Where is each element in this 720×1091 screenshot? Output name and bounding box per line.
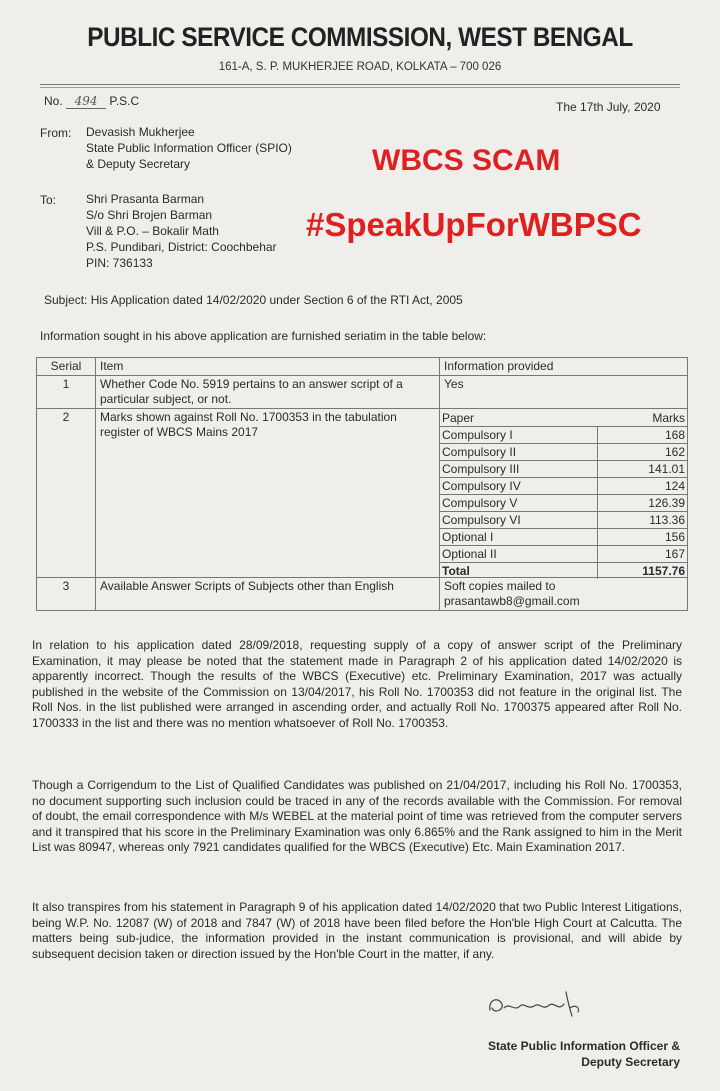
marks-value: 113.36 bbox=[598, 512, 687, 529]
table-row bbox=[37, 578, 688, 611]
row-serial: 3 bbox=[37, 578, 96, 611]
marks-table bbox=[440, 410, 687, 579]
row-item: Whether Code No. 5919 pertains to an answer script of a particular subject, or not. bbox=[96, 376, 440, 409]
marks-row bbox=[440, 478, 687, 495]
commission-title: PUBLIC SERVICE COMMISSION, WEST BENGAL bbox=[87, 22, 633, 52]
from-line: & Deputy Secretary bbox=[86, 157, 191, 171]
reference-number bbox=[44, 94, 139, 109]
ref-number: 494 bbox=[66, 94, 106, 109]
to-block bbox=[86, 191, 277, 271]
marks-value: 141.01 bbox=[598, 461, 687, 478]
body-paragraph: In relation to his application dated 28/09/2018, requesting supply of a copy of answer script of the Preliminary Examination, it may please be noted that the statement made in Paragraph 2 of his application dated 14/02/2020 is apparently incorrect. Though the results of the WBCS (Executive) etc. Preliminary Examination, 2017 was actually published in the website of the Commission on 13/04/2017, his Roll No. 1700353 did not feature in the original list. The Roll Nos. in the list published were arranged in ascending order, and actually Roll No. 1700375 appeared after Roll No. 1700333 in the list and there was no mention whatsoever of Roll No. 1700353. bbox=[32, 638, 682, 730]
marks-row bbox=[440, 546, 687, 563]
marks-header-paper: Paper bbox=[440, 410, 598, 427]
marks-value: 1157.76 bbox=[598, 563, 687, 580]
to-line: Shri Prasanta Barman bbox=[86, 192, 205, 206]
to-line: PIN: 736133 bbox=[86, 256, 153, 270]
ref-suffix: P.S.C bbox=[109, 94, 140, 108]
table-row bbox=[37, 376, 688, 409]
subject-line: Subject: His Application dated 14/02/2020 under Section 6 of the RTI Act, 2005 bbox=[44, 293, 463, 307]
information-table bbox=[36, 357, 688, 611]
marks-value: 124 bbox=[598, 478, 687, 495]
commission-address: 161-A, S. P. MUKHERJEE ROAD, KOLKATA – 700 026 bbox=[218, 61, 502, 73]
row-info bbox=[440, 409, 688, 578]
marks-header-row bbox=[440, 410, 687, 427]
marks-row bbox=[440, 427, 687, 444]
signatory-title bbox=[474, 1038, 680, 1070]
marks-value: 168 bbox=[598, 427, 687, 444]
marks-value: 162 bbox=[598, 444, 687, 461]
marks-paper: Optional II bbox=[440, 546, 598, 563]
marks-paper: Compulsory I bbox=[440, 427, 598, 444]
to-line: S/o Shri Brojen Barman bbox=[86, 208, 213, 222]
signatory-line: Deputy Secretary bbox=[581, 1055, 680, 1069]
header-info: Information provided bbox=[440, 358, 688, 376]
marks-row bbox=[440, 444, 687, 461]
marks-value: 167 bbox=[598, 546, 687, 563]
marks-row bbox=[440, 495, 687, 512]
marks-row bbox=[440, 529, 687, 546]
marks-row bbox=[440, 512, 687, 529]
table-row bbox=[37, 409, 688, 578]
marks-paper: Compulsory IV bbox=[440, 478, 598, 495]
marks-header-marks: Marks bbox=[598, 410, 687, 427]
table-header-row bbox=[37, 358, 688, 376]
overlay-hashtag: #SpeakUpForWBPSC bbox=[306, 206, 642, 243]
ref-prefix: No. bbox=[44, 94, 63, 108]
body-paragraph: It also transpires from his statement in Paragraph 9 of his application dated 14/02/2020 that two Public Interest Litigations, being W.P. No. 12087 (W) of 2018 and 7847 (W) of 2018 have been filed before the Hon'ble High Court at Calcutta. The matters being sub-judice, the information provided in the instant communication is provisional, and will abide by subsequent decision taken or direction issued by the Hon'ble Court in the matter, if any. bbox=[32, 900, 682, 961]
marks-paper: Compulsory III bbox=[440, 461, 598, 478]
marks-value: 126.39 bbox=[598, 495, 687, 512]
row-info: Yes bbox=[440, 376, 688, 409]
marks-paper: Total bbox=[442, 564, 470, 578]
row-info: Soft copies mailed to prasantawb8@gmail.com bbox=[440, 578, 688, 611]
row-serial: 1 bbox=[37, 376, 96, 409]
header-item: Item bbox=[96, 358, 440, 376]
marks-paper: Compulsory VI bbox=[440, 512, 598, 529]
to-line: Vill & P.O. – Bokalir Math bbox=[86, 224, 219, 238]
row-item: Available Answer Scripts of Subjects other than English bbox=[96, 578, 440, 611]
overlay-wbcs-scam: WBCS SCAM bbox=[372, 144, 561, 177]
header-rule bbox=[40, 84, 680, 88]
letter-date: The 17th July, 2020 bbox=[556, 100, 661, 114]
from-line: Devasish Mukherjee bbox=[86, 125, 195, 139]
body-paragraph: Though a Corrigendum to the List of Qualified Candidates was published on 21/04/2017, including his Roll No. 1700353, no document supporting such inclusion could be traced in any of the records available with the Commission. For removal of doubt, the email correspondence with M/s WEBEL at the material point of time was retrieved from the computer servers and it transpired that his score in the Preliminary Examination was only 6.865% and the Rank assigned to him in the Merit List was 80947, whereas only 7921 candidates qualified for the WBCS (Executive) Etc. Main Examination 2017. bbox=[32, 778, 682, 854]
row-serial: 2 bbox=[37, 409, 96, 578]
to-label: To: bbox=[40, 193, 57, 207]
marks-value: 156 bbox=[598, 529, 687, 546]
row-item: Marks shown against Roll No. 1700353 in the tabulation register of WBCS Mains 2017 bbox=[96, 409, 440, 578]
marks-paper: Compulsory V bbox=[440, 495, 598, 512]
handwritten-signature bbox=[484, 988, 584, 1022]
from-label: From: bbox=[40, 126, 72, 140]
to-line: P.S. Pundibari, District: Coochbehar bbox=[86, 240, 277, 254]
marks-paper: Optional I bbox=[440, 529, 598, 546]
info-sought-line: Information sought in his above application are furnished seriatim in the table below: bbox=[40, 329, 487, 343]
marks-row bbox=[440, 461, 687, 478]
from-block bbox=[86, 124, 292, 172]
signatory-line: State Public Information Officer & bbox=[487, 1039, 680, 1053]
from-line: State Public Information Officer (SPIO) bbox=[86, 141, 292, 155]
marks-paper: Compulsory II bbox=[440, 444, 598, 461]
header-serial: Serial bbox=[37, 358, 96, 376]
